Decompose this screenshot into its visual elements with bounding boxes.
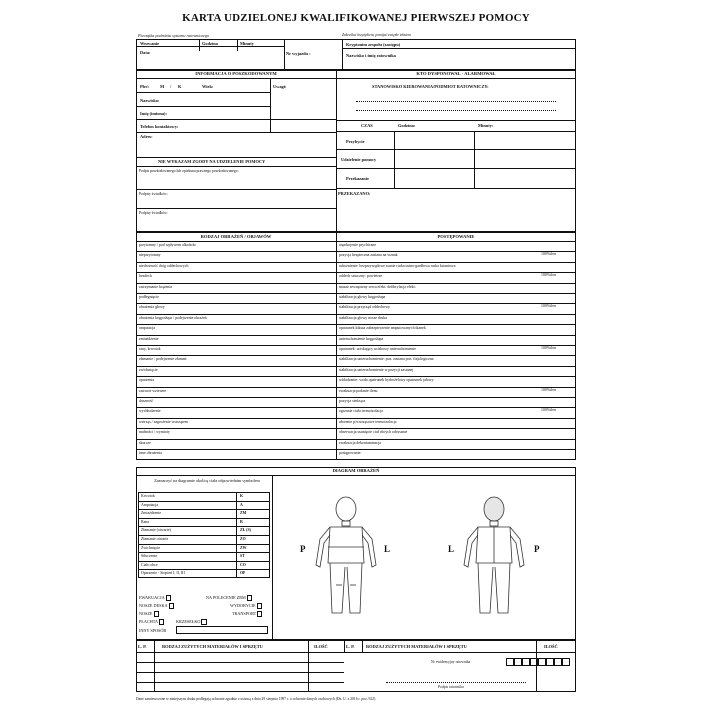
procedure-item[interactable]: stabilizacja unieruchomienie w pozycji zastanej	[339, 367, 414, 372]
injury-item[interactable]: zatrucie wziewne	[139, 388, 167, 393]
injuries-header: RODZAJ OBRAŻEŃ / OBJAWÓW	[200, 234, 272, 239]
nr-ewidencyjny-digit[interactable]	[514, 658, 522, 666]
injury-item[interactable]: obrażenia głowy	[139, 305, 165, 310]
legend-row-divider	[138, 526, 270, 527]
injury-item[interactable]: rany, krwotok	[139, 347, 161, 351]
nazwisko-ratownika-label: Nazwisko i imię ratownika	[346, 53, 396, 58]
imie-label: Imię (imiona):	[140, 111, 167, 116]
injury-item[interactable]: zwichnięcie	[139, 367, 158, 372]
table-row-divider	[136, 345, 576, 346]
legend-label: Zmiażdżenie	[141, 511, 162, 516]
injury-item[interactable]: przytomny / pod wpływem alkoholu	[139, 243, 196, 247]
table-row-divider	[136, 355, 576, 356]
nr-ewidencyjny-digit[interactable]	[538, 658, 546, 666]
procedure-item[interactable]: udrożnienie: bezprzyrządowe ssanie rurka ustno-gardłowa rurka krtaniowa	[339, 263, 456, 268]
procedure-item[interactable]: unieruchomienie kręgosłupa	[339, 336, 384, 341]
dispatch-section-header: KTO DYSPONOWAŁ - ALARMOWAŁ	[416, 71, 496, 76]
procedure-item[interactable]: ułożenie p/wstrząsowe termoizolacja	[339, 419, 397, 424]
legend-row-divider	[138, 535, 270, 536]
nr-ewidencyjny-digit[interactable]	[522, 658, 530, 666]
table-row-divider	[136, 439, 576, 440]
legend-row-divider	[138, 544, 270, 545]
table-row-divider	[136, 376, 576, 377]
injury-item[interactable]: nudności / wymioty	[139, 430, 170, 435]
nosze-deska-checkbox[interactable]	[169, 603, 174, 608]
back-right-letter: P	[534, 544, 540, 554]
table-row-divider	[136, 407, 576, 408]
injury-item[interactable]: wstrząs / zagrożenie wstrząsem	[139, 419, 188, 424]
plec-k[interactable]: K	[178, 84, 182, 89]
nosze-deska-label: NOSZE DESKA	[139, 603, 168, 608]
legend-row-divider	[138, 561, 270, 562]
na-polecenie-checkbox[interactable]	[247, 595, 252, 600]
lp-header-1: L. P.	[138, 644, 147, 649]
ewakuacja-label: EWAKUACJA	[139, 595, 165, 600]
oxygen-pct-label: 100%tlen	[541, 408, 556, 413]
table-row-divider	[136, 262, 576, 263]
legend-label: Oparzenie - Stopień I, II, III	[141, 571, 185, 576]
legend-label: Stłuczenie	[141, 554, 158, 559]
nr-ewidencyjny-digit[interactable]	[546, 658, 554, 666]
legend-row-divider	[138, 552, 270, 553]
table-row-divider	[136, 283, 576, 284]
transport-option[interactable]	[232, 611, 262, 617]
front-right-letter: P	[300, 544, 306, 554]
przekazanie-label: Przekazanie	[346, 176, 369, 181]
legend-code: ST	[240, 554, 245, 559]
body-back-diagram[interactable]	[456, 495, 532, 620]
procedure-item[interactable]: obserwacja usunięcie ciał obcych odsysanie	[339, 430, 408, 435]
table-row-divider	[136, 251, 576, 252]
legend-row-divider	[138, 518, 270, 519]
data-label: Data:	[140, 50, 151, 55]
stamp-note: Pieczątka podmiotu systemu ratowniczego	[138, 33, 210, 38]
plec-separator: /	[170, 84, 172, 89]
injury-item[interactable]: bezdech	[139, 274, 152, 279]
procedure-item[interactable]: stabilizacja przyrząd oddechowy	[339, 305, 390, 310]
legend-label: Złamanie (otwarte)	[141, 528, 171, 533]
oxygen-pct-label: 100%tlen	[541, 304, 556, 309]
table-row-divider	[136, 303, 576, 304]
legend-code: ZM	[240, 511, 247, 516]
krzeselko-checkbox[interactable]	[201, 619, 206, 624]
lp-header-2: L. P.	[346, 644, 355, 649]
table-row-divider	[136, 387, 576, 388]
czas-minuty-label: Minuty:	[478, 123, 494, 128]
krzeselko-label: KRZESEŁKO	[176, 619, 201, 624]
nosze-label: NOSZE	[139, 611, 153, 616]
procedure-item[interactable]: ogrzanie ciała termoizolacja	[339, 409, 383, 414]
inny-sposob-field[interactable]	[176, 626, 268, 634]
nr-ewidencyjny-digit[interactable]	[562, 658, 570, 666]
injury-item[interactable]: nieprzytomny	[139, 253, 161, 258]
diagram-note: Zaznaczyć na diagramie okolicę ciała odpowiednim symbolem	[154, 478, 260, 483]
table-row-divider	[136, 449, 576, 450]
podpis-swiadkow-1: Podpisy świadków:	[139, 192, 168, 196]
table-row-divider	[136, 418, 576, 419]
procedure-item[interactable]: pozycja bezpieczna zastana na wznak	[339, 253, 398, 258]
sign-note: Zakreślać krzyżykiem, pomijać zwięzłe tekstem	[342, 33, 411, 37]
oxygen-pct-label: 100%tlen	[541, 252, 556, 257]
injury-item[interactable]: obrażenia kręgosłupa / podejrzenie obrażeń	[139, 315, 207, 320]
podpis-poszkodowanego: Podpis poszkodowanego lub opiekuna prawnego poszkodowanego:	[139, 169, 239, 173]
przekazano-label: PRZEKAZANO:	[338, 191, 371, 196]
krzeselko-option[interactable]	[176, 619, 207, 625]
legend-code: CO	[240, 562, 246, 567]
plachta-option[interactable]	[139, 619, 164, 625]
plec-m[interactable]: M	[160, 84, 165, 89]
injury-item[interactable]: inne obrażenia	[139, 451, 162, 455]
nr-ewidencyjny-digit[interactable]	[506, 658, 514, 666]
legend-row-divider	[138, 509, 270, 510]
stanowisko-label: STANOWISKO KIEROWANIA/PODMIOT RATOWNICZY:	[372, 84, 489, 89]
table-row-divider	[136, 314, 576, 315]
procedure-item[interactable]: stabilizacja głowy nosze deska	[339, 315, 387, 320]
czas-godzina-label: Godzina:	[398, 123, 416, 128]
legend-row-divider	[138, 569, 270, 570]
no-consent-header: NIE WYKAZAM ZGODY NA UDZIELENIE POMOCY	[158, 159, 266, 164]
body-front-diagram[interactable]	[308, 495, 384, 620]
legend-label: Amputacja	[141, 502, 159, 507]
injury-item[interactable]: złamanie / podejrzenie złamań	[139, 357, 187, 362]
injury-item[interactable]: duszność	[139, 399, 154, 403]
table-row-divider	[136, 397, 576, 398]
procedure-item[interactable]: postępowanie:	[339, 451, 362, 455]
table-row-divider	[136, 428, 576, 429]
nr-ewidencyjny-digit[interactable]	[530, 658, 538, 666]
na-polecenie-label: NA POLECENIE ZRM	[206, 595, 246, 600]
nr-wyjazdu-label: Nr wyjazdu :	[286, 51, 311, 56]
nosze-deska-option[interactable]	[139, 603, 174, 609]
legend-code: ZŁ (S)	[240, 528, 251, 533]
back-left-letter: L	[448, 544, 455, 554]
injury-item[interactable]: skurcze	[139, 440, 151, 445]
wiek-label: Wiek:	[202, 84, 214, 89]
table-row-divider	[136, 335, 576, 336]
oxygen-pct-label: 100%tlen	[541, 387, 556, 392]
rodzaj-header-1: RODZAJ ZUŻYTYCH MATERIAŁÓW I SPRZĘTU	[162, 644, 263, 649]
plachta-label: PŁACHTA	[139, 619, 158, 624]
legend-code: ZO	[240, 537, 246, 541]
legend-label: Złamanie otwarte	[141, 537, 169, 541]
minuty-label: Minuty	[240, 41, 254, 46]
nosze-checkbox[interactable]	[154, 611, 159, 616]
czas-label: CZAS	[361, 123, 373, 128]
adres-label: Adres:	[140, 134, 153, 139]
procedure-item[interactable]: opatrunek: uciskający uciskowy unieruchomienie	[339, 347, 417, 351]
procedure-item[interactable]: pozycja siedząca	[339, 399, 366, 403]
wydobycie-checkbox[interactable]	[257, 603, 262, 608]
telefon-label: Telefon kontaktowy:	[140, 124, 179, 129]
nazwisko-label: Nazwisko:	[140, 98, 160, 103]
ilosc-header-2: ILOŚĆ	[544, 644, 558, 649]
procedure-item[interactable]: schładzanie: woda opatrunek hydrożelowy opatrunek jałowy	[339, 378, 434, 383]
procedure-item[interactable]: opatrunek kikuta zabezpieczenie amputowanych tkanek	[339, 326, 426, 331]
legend-row-divider	[138, 501, 270, 502]
oxygen-pct-label: 100%tlen	[541, 346, 556, 350]
procedure-item[interactable]: ewakuacja podanie tlenu	[339, 388, 378, 393]
ewakuacja-option[interactable]	[139, 595, 171, 601]
legend-label: Rana	[141, 519, 149, 524]
legend-code: OP	[240, 571, 246, 576]
first-aid-card	[136, 0, 576, 720]
uwagi-label: Uwagi:	[273, 84, 287, 89]
podpis-ratownika-label: Podpis ratownika	[438, 685, 464, 689]
procedure-item[interactable]: uspokojenie psychiczne	[339, 243, 377, 247]
procedure-item[interactable]: ewakuacja dekontaminacja	[339, 440, 382, 445]
wezwanie-label: Wezwanie	[140, 41, 160, 46]
inny-sposob-label: INNY SPOSÓB	[139, 628, 167, 633]
injury-item[interactable]: zatrzymanie krążenia	[139, 284, 173, 289]
ilosc-header-1: ILOŚĆ	[314, 644, 328, 649]
nr-ewidencyjny-label: Nr ewidencyjny ratownika	[431, 660, 471, 664]
front-left-letter: L	[384, 544, 391, 554]
udzielenie-label: Udzielenie pomocy	[341, 157, 377, 162]
legend-code: R	[240, 519, 243, 524]
legend-code: K	[240, 494, 244, 498]
ewakuacja-checkbox[interactable]	[166, 595, 171, 600]
injured-section-header: INFORMACJA O POSZKODOWANYM	[195, 71, 277, 76]
transport-checkbox[interactable]	[257, 611, 262, 616]
oxygen-pct-label: 100%tlen	[541, 273, 556, 278]
procedure-item[interactable]: oddech sztuczny: powietrze	[339, 274, 383, 279]
legend-label: Ciało obce	[141, 562, 158, 567]
wydobycie-label: WYDOBYCIE	[230, 603, 256, 608]
page-title: KARTA UDZIELONEJ KWALIFIKOWANEJ PIERWSZEJ POMOCY	[182, 12, 530, 24]
table-row-divider	[136, 459, 576, 460]
injury-item[interactable]: podłegnięcie	[139, 295, 159, 299]
podpis-swiadkow-2: Podpisy świadków:	[139, 211, 168, 215]
wydobycie-option[interactable]	[230, 603, 262, 609]
rodzaj-header-2: RODZAJ ZUŻYTYCH MATERIAŁÓW I SPRZĘTU	[366, 644, 467, 649]
kryptonim-label: Kryptonim zespołu (zastępu)	[346, 42, 401, 47]
injury-item[interactable]: zmiażdżenie	[139, 336, 159, 341]
nr-ewidencyjny-digit[interactable]	[554, 658, 562, 666]
procedure-item[interactable]: stabilizacja głowy kręgosłupa	[339, 295, 386, 299]
przybycie-label: Przybycie	[346, 139, 365, 144]
table-row-divider	[136, 366, 576, 367]
plachta-checkbox[interactable]	[159, 619, 164, 624]
injury-item[interactable]: wychłodzenie	[139, 409, 161, 414]
table-row-divider	[136, 293, 576, 294]
procedure-item[interactable]: masaż zewnętrzny serca efekt: defibrylacja efekt:	[339, 284, 416, 289]
legend-label: Zwichnięcie	[141, 545, 161, 550]
legend-code: A	[240, 502, 243, 507]
injury-item[interactable]: oparzenia	[139, 378, 155, 383]
na-polecenie-option[interactable]	[206, 595, 252, 601]
plec-label: Płeć:	[140, 84, 150, 89]
table-row-divider	[136, 272, 576, 273]
footer-note: Dane zamieszczone w niniejszym druku podlegają ochronie zgodnie z ustawą z dnia 29 sierpnia 1997 r. o ochronie danych osobowych (Dz. U. z 2016 r. poz. 922)	[136, 697, 376, 701]
diagram-header: DIAGRAM OBRAŻEŃ	[332, 468, 380, 473]
legend-label: Krwotok	[141, 494, 155, 498]
procedure-item[interactable]: stabilizacja unieruchomienie: poz. zastana poz. fizjologiczna	[339, 357, 434, 362]
table-row-divider	[136, 324, 576, 325]
injury-item[interactable]: amputacja	[139, 326, 155, 331]
godzina-label: Godzina	[202, 41, 218, 46]
nosze-option[interactable]	[139, 611, 159, 617]
injury-item[interactable]: niedrożność dróg oddechowych	[139, 263, 189, 268]
transport-label: TRANSPORT	[232, 611, 257, 616]
legend-code: ZW	[240, 545, 247, 550]
procedure-header: POSTĘPOWANIE	[437, 234, 475, 239]
